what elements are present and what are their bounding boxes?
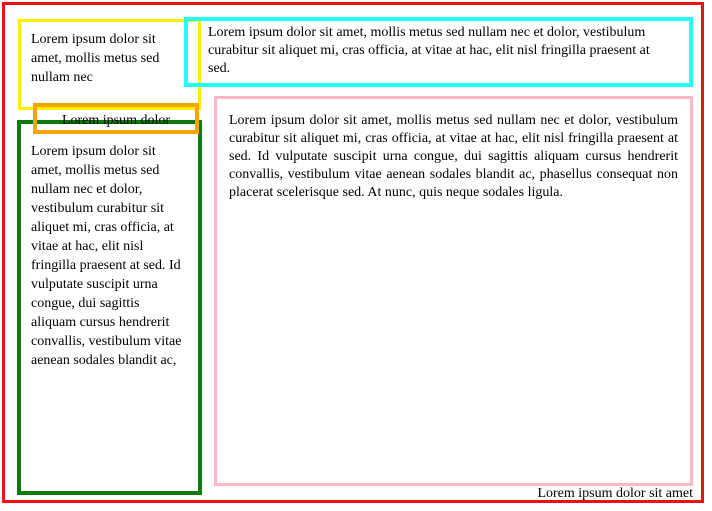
orange-box-text: Lorem ipsum dolor — [61, 113, 171, 128]
yellow-text-box — [18, 19, 201, 110]
pink-box-text: Lorem ipsum dolor sit amet, mollis metus sed nullam nec et dolor, vestibulum curabitur sit aliquet mi, cras officia, at vitae at hac, elit nisl fringilla praesent at sed. Id vulputate suscipit urna congue, dui sagittis aliquam cursus hendrerit convallis, vestibulum vitae aenean sodales blandit ac, phasellus consequat non placerat scelerisque sed. At nunc, quis neque sodales ligula. — [229, 113, 678, 200]
green-text-box — [17, 120, 202, 495]
green-box-text: Lorem ipsum dolor sit amet, mollis metus sed nullam nec et dolor, vestibulum curabitur sit aliquet mi, cras officia, at vitae at hac, elit nisl fringilla praesent at sed. Id vulputate suscipit urna congue, dui sagittis aliquam cursus hendrerit convallis, vestibulum vitae aenean sodales blandit ac, — [31, 144, 182, 368]
footer-text: Lorem ipsum dolor sit amet — [537, 486, 693, 501]
yellow-box-text: Lorem ipsum dolor sit amet, mollis metus sed nullam nec — [31, 32, 160, 85]
cyan-box-text: Lorem ipsum dolor sit amet, mollis metus sed nullam nec et dolor, vestibulum curabitur sit aliquet mi, cras officia, at vitae at hac, elit nisl fringilla praesent at sed. — [208, 25, 650, 76]
cyan-text-box — [184, 17, 693, 87]
pink-text-box — [214, 96, 693, 486]
orange-text-box — [33, 103, 199, 134]
